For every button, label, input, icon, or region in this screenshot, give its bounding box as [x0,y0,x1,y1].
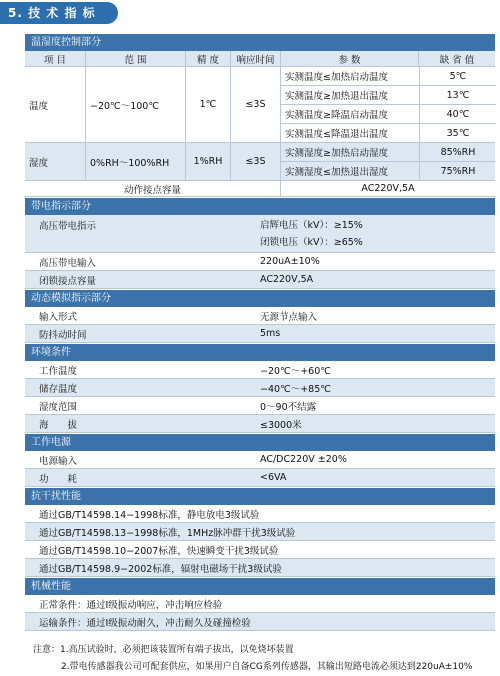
hv-indicator-values [240,215,495,252]
humidity-response: ≤3S [230,143,280,180]
humidity-block [25,143,495,181]
param-name: 实测温度≥降温启动温度 [285,110,388,121]
list-item [25,469,495,487]
list-item [25,451,495,469]
header-item: 项 目 [43,54,67,66]
row-label: 电源输入 [39,455,78,467]
contact-capacity-row [25,181,495,197]
header-range: 范 围 [85,51,185,66]
list-item [25,415,495,433]
row-label: 闭锁接点容量 [39,275,97,287]
list-item [25,559,495,577]
row-text: 通过GB/T14598.14−1998标准，静电放电3级试验 [39,509,260,521]
row-label: 海 拔 [39,419,78,431]
param-value: 40℃ [419,105,496,123]
row-value: AC/DC220V ±20% [260,454,347,465]
section-header-env: 环境条件 [25,343,495,361]
list-item [25,505,495,523]
param-name: 实测湿度≤加热退出湿度 [285,167,388,178]
row-label: 功 耗 [39,473,78,485]
section-header-mech: 机械性能 [25,577,495,595]
list-item [25,271,495,289]
param-value: 35℃ [419,124,496,142]
row-text: 通过GB/T14598.10−2007标准，快速瞬变干扰3级试验 [39,545,279,557]
section-header-live: 带电指示部分 [25,197,495,215]
header-default: 缺 省 值 [418,51,495,66]
contact-capacity-value: AC220V,5A [280,181,495,196]
row-label: 湿度范围 [39,401,78,413]
lock-voltage: 闭锁电压（kV）：≥65% [260,236,363,248]
temperature-range: −20℃～100℃ [85,67,185,142]
param-value: 13℃ [419,86,496,104]
list-item [25,397,495,415]
row-value: −40℃～+85℃ [260,383,331,395]
row-value: 无源节点输入 [260,311,318,323]
row-value: −20℃～+60℃ [260,365,331,377]
list-item [25,541,495,559]
note-prefix: 注意： [33,645,61,655]
param-value: 5℃ [419,67,496,85]
strike-voltage: 启辉电压（kV）：≥15% [260,219,363,231]
row-text: 通过GB/T14598.13−1998标准，1MHz脉冲群干扰3级试验 [39,527,296,539]
humidity-range: 0%RH～100%RH [85,143,185,180]
row-label: 储存温度 [39,383,78,395]
section-header-emc: 抗干扰性能 [25,487,495,505]
row-text: 通过GB/T14598.9−2002标准，辐射电磁场干扰3级试验 [39,563,282,575]
list-item [25,307,495,325]
row-text: 运输条件：通过I级振动耐久，冲击耐久及碰撞检验 [39,617,251,629]
temperature-precision: 1℃ [185,67,230,142]
row-label: 防抖动时间 [39,329,87,341]
list-item [25,253,495,271]
param-value: 75%RH [419,162,496,180]
table-header-row [25,51,495,67]
temperature-item: 温度 [29,100,49,112]
param-name: 实测温度≤加热启动温度 [285,72,388,83]
list-item [25,523,495,541]
list-item [25,379,495,397]
row-label: 高压带电输入 [39,257,97,269]
row-value: 5ms [260,328,281,339]
footnotes [33,642,500,676]
hv-indicator-row [25,215,495,253]
page-title: 5. 技 术 指 标 [0,2,118,24]
humidity-item: 湿度 [29,157,49,169]
list-item [25,613,495,631]
row-value: 0～90不结露 [260,401,317,413]
param-name: 实测温度≥加热退出温度 [285,91,388,102]
row-text: 正常条件：通过I级振动响应，冲击响应检验 [39,599,223,611]
row-value: ≤3000米 [260,419,302,431]
param-name: 实测湿度≥加热启动湿度 [285,148,388,159]
list-item [25,325,495,343]
hv-indicator-label: 高压带电指示 [39,221,97,232]
section-header-power: 工作电源 [25,433,495,451]
list-item [25,595,495,613]
param-value: 85%RH [419,143,496,161]
row-value: <6VA [260,472,287,483]
contact-capacity-label: 动作接点容量 [123,184,181,196]
section-header-temp: 温湿度控制部分 [25,33,495,51]
temperature-block [25,67,495,143]
spec-sheet [25,33,495,631]
row-value: AC220V,5A [260,274,314,285]
row-label: 输入形式 [39,311,78,323]
note-1 [33,642,500,659]
param-name: 实测温度≤降温退出温度 [285,129,388,140]
section-header-sim: 动态模拟指示部分 [25,289,495,307]
row-label: 工作温度 [39,365,78,377]
header-params: 参 数 [280,51,418,66]
humidity-precision: 1%RH [185,143,230,180]
row-value: 220uA±10% [260,256,320,267]
note-2: 2.带电传感器我公司可配套供应，如果用户自备CG系列传感器，其输出短路电流必须达到220uA±10% [61,662,473,672]
header-response: 响应时间 [230,51,280,66]
temperature-response: ≤3S [230,67,280,142]
note-text: 1.高压试验时，必须把该装置所有端子拔出，以免烧坏装置 [60,645,294,655]
header-precision: 精 度 [185,51,230,66]
list-item [25,361,495,379]
temperature-params [280,67,496,142]
humidity-params [280,143,496,180]
